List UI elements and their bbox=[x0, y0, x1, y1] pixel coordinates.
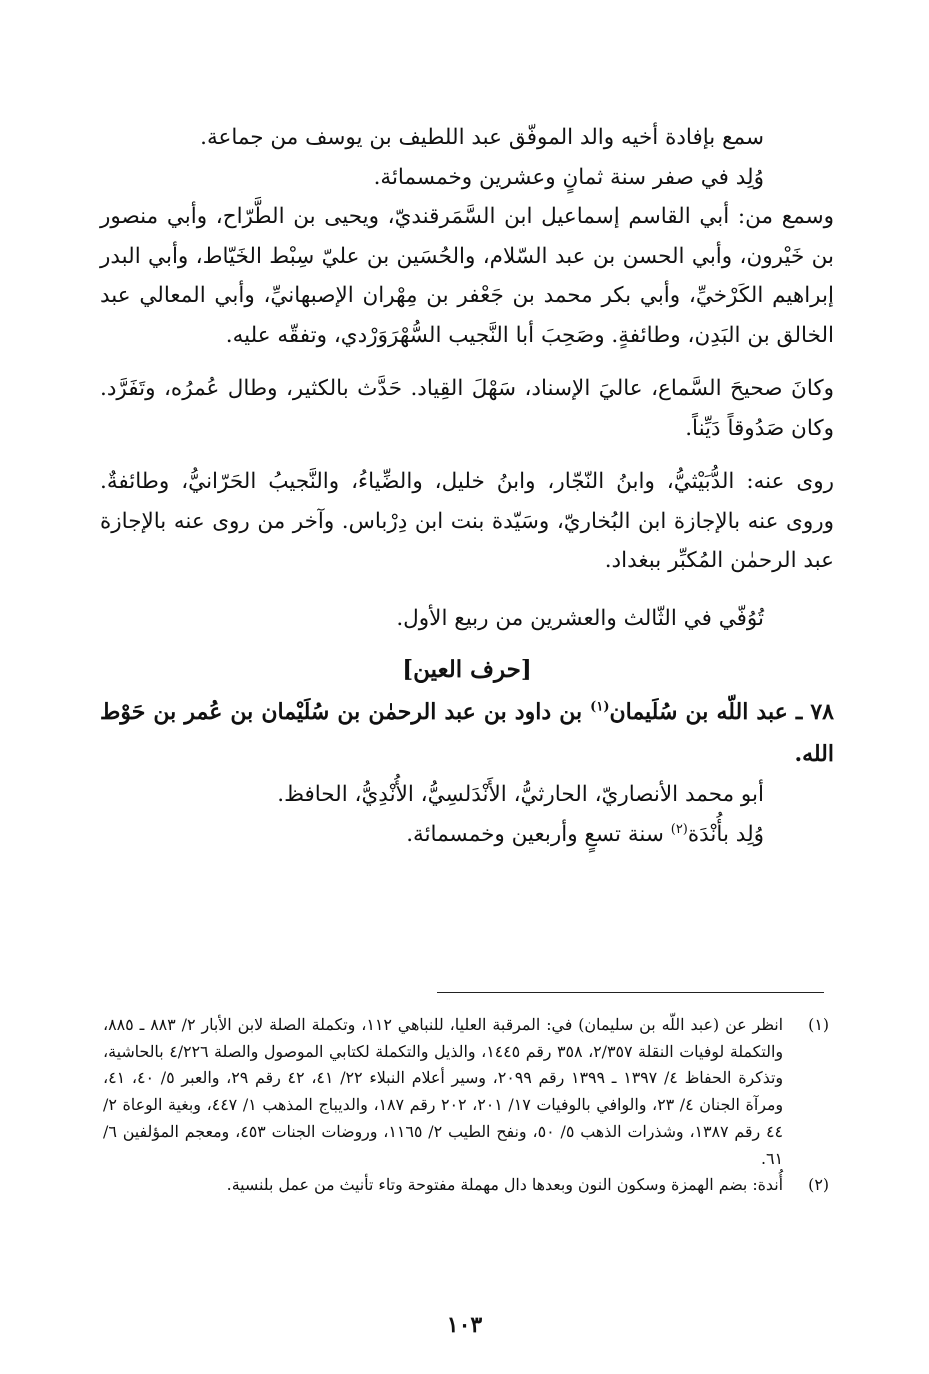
footnote-text: أُندة: بضم الهمزة وسكون النون وبعدها دال مهملة مفتوحة وتاء تأنيث من عمل بلنسية. bbox=[226, 1175, 783, 1195]
footnote-divider bbox=[437, 992, 824, 993]
footnote-number: (٢) bbox=[808, 1175, 829, 1195]
page-number: ١٠٣ bbox=[446, 1312, 483, 1338]
footnote-ref: (١) bbox=[590, 699, 610, 715]
entry-line: أبو محمد الأنصاريّ، الحارثيُّ، الأَنْدَلسِيُّ، الأُنْدِيُّ، الحافظ. bbox=[277, 782, 764, 807]
main-text bbox=[100, 118, 834, 854]
entry-birth-text: سنة تسعٍ وأربعين وخمسمائة. bbox=[406, 821, 671, 847]
paragraph-students: روى عنه: الدُّبَيْثيُّ، وابنُ النّجّار، وابنُ خليل، والضِّياءُ، والنَّجيبُ الحَرّانيُّ، وطائفةٌ. وروى عنه بالإجازة ابن البُخاريّ، وسَيّدة بنت ابن دِرْباس. وآخر من روى عنه بالإجازة عبد الرحمٰن المُكبِّر ببغداد. bbox=[100, 469, 834, 573]
entry-lineage: بن داود بن عبد الرحمٰن بن سُلَيْمان بن عُمر بن حَوْط الله. bbox=[100, 699, 834, 767]
text-line: سمع بإفادة أخيه والد الموفّق عبد اللطيف بن يوسف من جماعة. bbox=[200, 125, 764, 150]
footnote-ref: (٢) bbox=[670, 821, 688, 837]
footnote-text: انظر عن (عبد اللّه بن سليمان) في: المرقبة العليا، للنباهي ١١٢، وتكملة الصلة لابن الأبار ٢/ ٨٨٣ ـ ٨٨٥، والتكملة لوفيات النقلة ٢/٣٥٧، ٣٥٨ رقم ١٤٤٥، والذيل والتكملة لكتابي الموصول والصلة ٤/٢٢٦ بالحاشية، وتذكرة الحفاظ ٤/ ١٣٩٧ ـ ١٣٩٩ رقم ٢٠٩٩، وسير أعلام النبلاء ٢٢/ ٤١، ٤٢ رقم ٢٩، والعبر ٥/ ٤٠، ٤١، ومرآة الجنان ٤/ ٢٣، والوافي بالوفيات ١٧/ ٢٠١، ٢٠٢ رقم ١٨٧، والديباج المذهب ١/ ٤٤٧، وبغية الوعاة ٢/ ٤٤ رقم ١٣٨٧، وشذرات الذهب ٥/ ٥٠، ونفح الطيب ٢/ ١١٦٥، وروضات الجنات ٤٥٣، ومعجم المؤلفين ٦/ ٦١. bbox=[103, 1015, 784, 1168]
paragraph-teachers bbox=[100, 197, 834, 355]
footnotes bbox=[103, 1012, 829, 1199]
paragraph-description: وكانَ صحيحَ السَّماع، عاليَ الإسناد، سَهْلَ القِياد. حَدَّث بالكثير، وطال عُمرُه، وتَفَرَّد. وكان صَدُوقاً دَيِّناً. bbox=[100, 376, 834, 441]
entry-heading bbox=[100, 691, 834, 775]
entry-line bbox=[100, 815, 834, 855]
paragraph-text: وسمع من: أبي القاسم إسماعيل ابن السَّمَرقنديّ، ويحيى بن الطَّرّاح، وأبي منصور بن خَيْرون، وأبي الحسن بن عبد السّلام، والحُسَين بن عليّ سِبْط الخَيّاط، وأبي البدر إبراهيم الكَرْخيِّ، وأبي بكر محمد بن جَعْفر بن مِهْران الإصبهانيِّ، وأبي المعالي عبد الخالق بن البَدِن، وطائفةٍ. وصَحِبَ أبا النَّجيب السُّهْرَوَرْدي، وتفقّه عليه. bbox=[100, 204, 834, 348]
entry-birth-text: وُلِد بأُنْدَة bbox=[687, 821, 764, 847]
footnote bbox=[103, 1012, 829, 1172]
footnote bbox=[103, 1172, 829, 1199]
text-line: وُلِد في صفر سنة ثمانٍ وعشرين وخمسمائة. bbox=[373, 164, 764, 190]
entry-title: ٧٨ ـ عبد اللّه بن سُلَيمان bbox=[609, 699, 834, 725]
section-heading: [حرف العين] bbox=[402, 656, 532, 683]
text-line-death: تُوُفّي في الثّالث والعشرين من ربيع الأول. bbox=[396, 605, 764, 631]
footnote-number: (١) bbox=[808, 1015, 829, 1034]
